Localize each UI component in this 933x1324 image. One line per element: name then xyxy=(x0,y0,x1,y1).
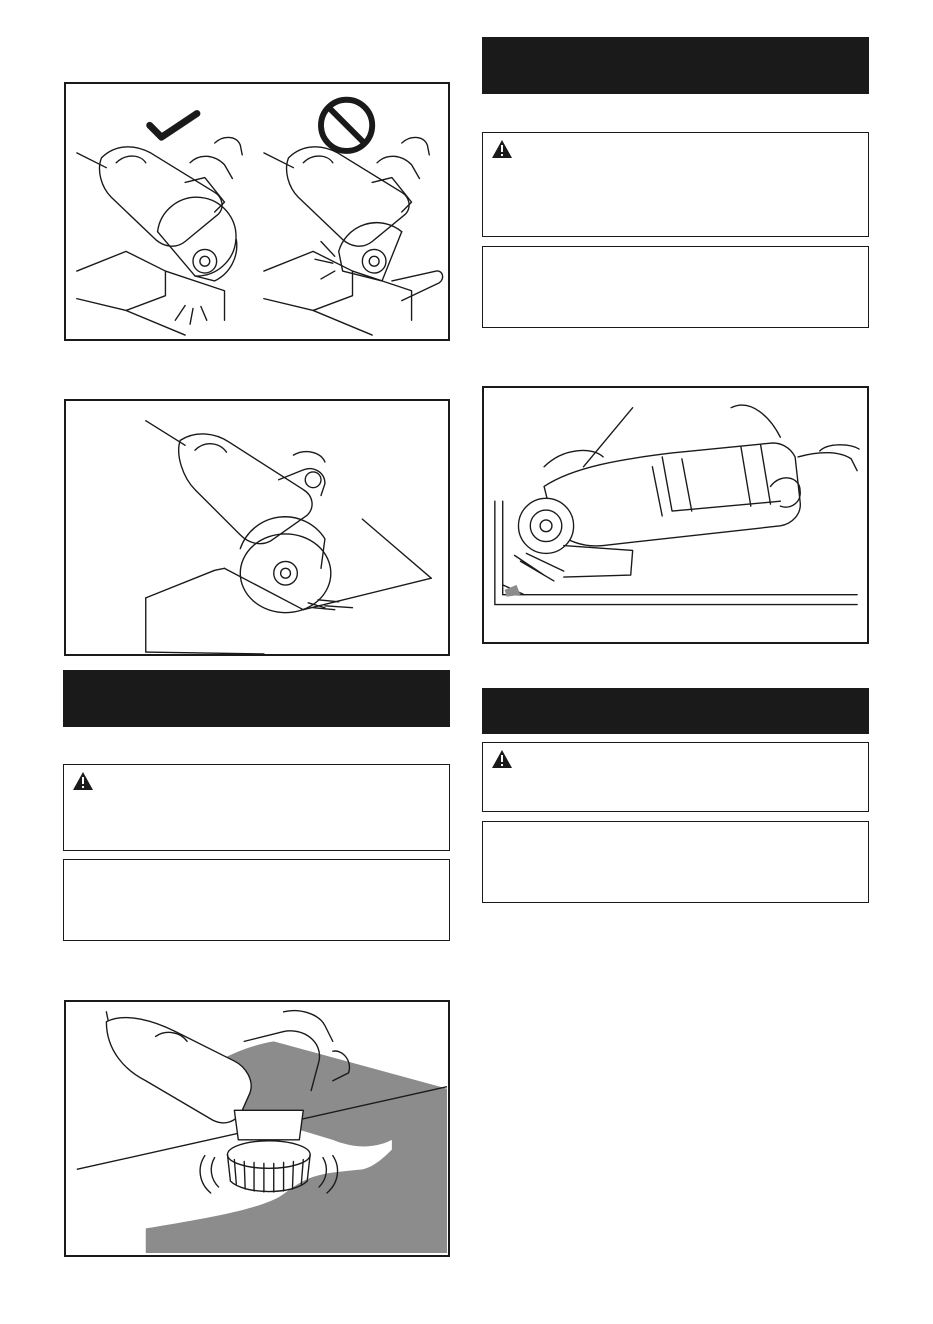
wire-cup-brush-illustration xyxy=(66,1002,448,1255)
figure-cutting-block xyxy=(64,399,450,656)
note-box-right-bottom xyxy=(482,821,869,903)
figure-cutting-direction xyxy=(64,82,450,341)
warning-box-right-bottom xyxy=(482,742,869,812)
cutting-block-illustration xyxy=(66,401,448,654)
cutting-direction-illustration xyxy=(66,84,448,339)
section-header-bar-right-bottom xyxy=(482,688,869,734)
warning-triangle-icon xyxy=(491,139,513,159)
prohibition-icon xyxy=(321,100,372,151)
grinding-corner-illustration xyxy=(484,388,867,642)
warning-triangle-icon xyxy=(72,771,94,791)
section-header-bar-right-top xyxy=(482,37,869,94)
warning-box-right-top xyxy=(482,132,869,237)
grinder-left-drawing xyxy=(77,137,242,335)
checkmark-icon xyxy=(150,114,197,138)
warning-box-left xyxy=(63,764,450,851)
section-header-bar-left xyxy=(63,670,450,727)
figure-grinding-corner xyxy=(482,386,869,644)
grinder-right-drawing xyxy=(264,137,443,335)
note-box-left xyxy=(63,859,450,941)
figure-wire-cup-brush xyxy=(64,1000,450,1257)
note-box-right-top xyxy=(482,246,869,328)
warning-triangle-icon xyxy=(491,749,513,769)
